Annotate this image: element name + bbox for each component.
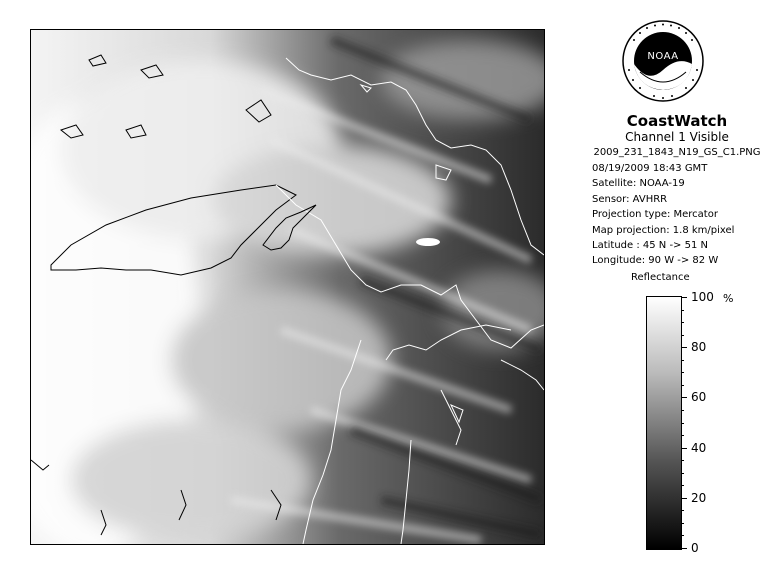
sensor-label: Sensor: AVHRR — [592, 193, 668, 205]
noaa-logo — [622, 20, 704, 102]
longitude-label: Longitude: 90 W -> 82 W — [592, 255, 719, 267]
colorbar-minor-tick — [681, 535, 684, 536]
colorbar-unit: % — [723, 292, 734, 305]
colorbar-title: Reflectance — [631, 272, 690, 283]
colorbar-minor-tick — [681, 485, 684, 486]
colorbar-tick-label: 60 — [691, 390, 707, 405]
product-title: CoastWatch — [626, 112, 728, 130]
metadata-block — [592, 161, 734, 269]
colorbar-minor-tick — [681, 510, 684, 511]
colorbar-tick-label: 20 — [691, 490, 707, 505]
colorbar-minor-tick — [681, 435, 684, 436]
colorbar-minor-tick — [681, 423, 684, 424]
colorbar-tick-label: 0 — [691, 541, 699, 555]
colorbar-minor-tick — [681, 523, 684, 524]
colorbar-minor-tick — [681, 322, 684, 323]
filename-label: 2009_231_1843_N19_GS_C1.PNG — [593, 147, 761, 158]
colorbar-minor-tick — [681, 385, 684, 386]
colorbar-minor-tick — [681, 473, 684, 474]
colorbar-major-tick — [681, 297, 687, 298]
satellite-label: Satellite: NOAA-19 — [592, 178, 685, 190]
colorbar-minor-tick — [681, 372, 684, 373]
noaa-logo-text: NOAA — [647, 51, 679, 62]
colorbar-tick-label: 80 — [691, 340, 707, 355]
satellite-map — [30, 29, 545, 545]
colorbar-major-tick — [681, 498, 687, 499]
reflectance-colorbar — [646, 296, 682, 550]
projection-type-label: Projection type: Mercator — [592, 209, 718, 221]
colorbar-tick-label: 40 — [691, 440, 707, 455]
colorbar-major-tick — [681, 347, 687, 348]
satellite-image — [31, 30, 544, 544]
info-panel — [572, 112, 782, 160]
colorbar-major-tick — [681, 448, 687, 449]
colorbar-minor-tick — [681, 360, 684, 361]
latitude-label: Latitude : 45 N -> 51 N — [592, 240, 708, 252]
colorbar-major-tick — [681, 548, 687, 549]
channel-subtitle: Channel 1 Visible — [625, 130, 729, 144]
colorbar-major-tick — [681, 397, 687, 398]
colorbar-tick-label: 100 — [691, 290, 714, 304]
map-projection-label: Map projection: 1.8 km/pixel — [592, 224, 735, 236]
colorbar-minor-tick — [681, 335, 684, 336]
datetime-label: 08/19/2009 18:43 GMT — [592, 163, 708, 174]
colorbar-minor-tick — [681, 310, 684, 311]
colorbar-minor-tick — [681, 460, 684, 461]
colorbar-minor-tick — [681, 410, 684, 411]
